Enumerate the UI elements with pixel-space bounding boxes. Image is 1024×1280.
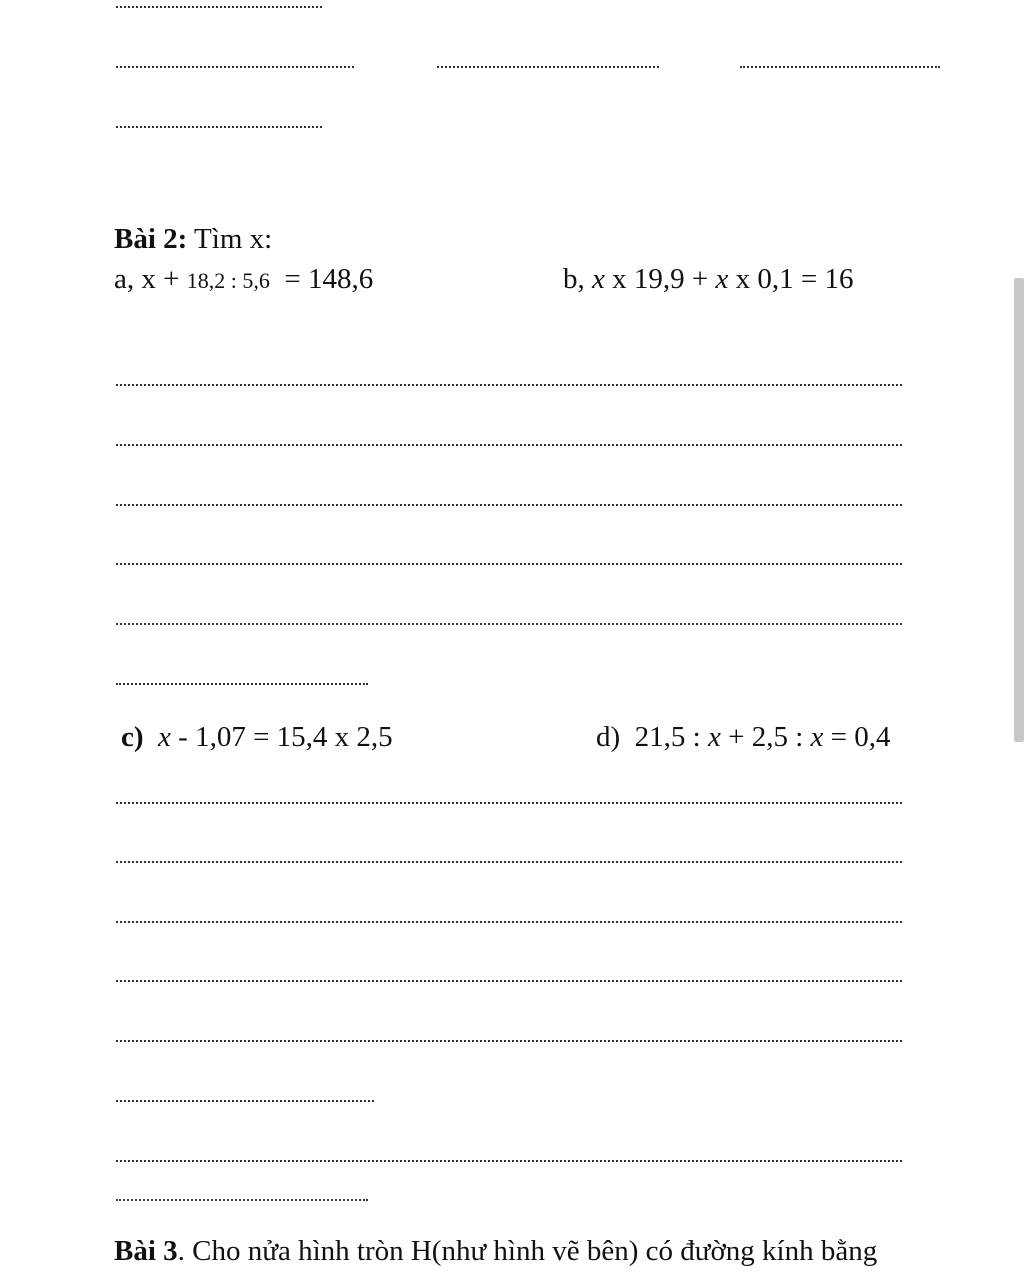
equation-a-fraction: 18,2 : 5,6 <box>186 268 270 293</box>
answer-line <box>116 6 322 8</box>
working-line <box>116 683 368 685</box>
working-line <box>116 563 902 565</box>
variable-x: x <box>707 721 721 753</box>
exercise-2-title: Tìm x: <box>194 223 273 255</box>
working-line <box>116 1160 902 1162</box>
exercise-3-label: Bài 3 <box>114 1235 178 1267</box>
variable-x: x <box>715 263 729 295</box>
exercise-2-label: Bài 2: <box>114 223 188 255</box>
equation-b-prefix: b, <box>563 263 592 295</box>
exercise-3-text <box>114 1234 877 1268</box>
equation-b-suffix: x 0,1 = 16 <box>728 263 854 295</box>
exercise-3-statement: . Cho nửa hình tròn H(như hình vẽ bên) có đường kính bằng <box>177 1235 878 1267</box>
working-line <box>116 444 902 446</box>
answer-line <box>437 66 659 68</box>
equation-b <box>563 262 853 296</box>
exercise-2-heading <box>114 222 272 256</box>
equation-c <box>121 720 393 754</box>
variable-x: x <box>810 721 824 753</box>
equation-d-suffix: = 0,4 <box>823 721 891 753</box>
equation-d-label: d) <box>596 721 621 753</box>
working-line <box>116 1199 368 1201</box>
equation-a-prefix: a, x + <box>114 263 187 295</box>
equation-d-pre: 21,5 : <box>634 721 708 753</box>
working-line <box>116 921 902 923</box>
variable-x: x <box>592 263 605 295</box>
working-line <box>116 623 902 625</box>
equation-d <box>596 720 891 754</box>
working-line <box>116 861 902 863</box>
answer-line <box>116 66 354 68</box>
equation-a <box>114 262 373 298</box>
answer-line <box>116 126 322 128</box>
equation-c-rest: - 1,07 = 15,4 x 2,5 <box>170 721 393 753</box>
variable-x: x <box>158 721 171 753</box>
equation-b-mid: x 19,9 + <box>604 263 716 295</box>
equation-c-label: c) <box>121 721 144 753</box>
working-line <box>116 1040 902 1042</box>
working-line <box>116 802 902 804</box>
equation-a-suffix: = 148,6 <box>269 263 374 295</box>
working-line <box>116 980 902 982</box>
answer-line <box>740 66 940 68</box>
scrollbar-thumb[interactable] <box>1014 278 1024 742</box>
working-line <box>116 384 902 386</box>
working-line <box>116 1100 374 1102</box>
working-line <box>116 504 902 506</box>
equation-d-mid: + 2,5 : <box>720 721 811 753</box>
